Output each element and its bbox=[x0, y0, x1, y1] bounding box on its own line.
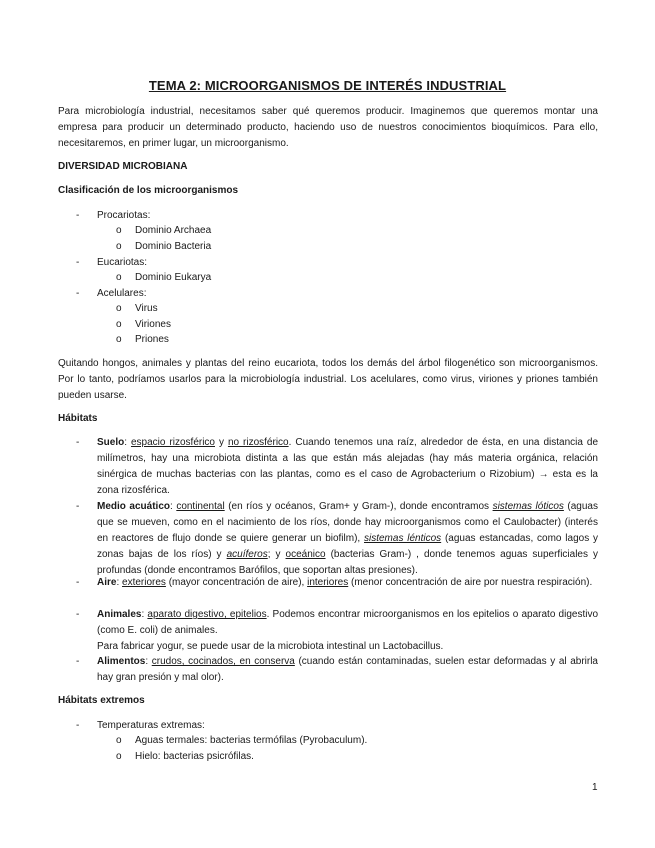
dash-bullet: - bbox=[76, 577, 80, 588]
underlined-term: continental bbox=[176, 501, 225, 512]
sub-item-text: Dominio Archaea bbox=[135, 225, 212, 236]
text-run: (mayor concentración de aire), bbox=[165, 577, 308, 588]
text-run: (en ríos y océanos, Gram+ y Gram-), donde encontramos bbox=[224, 501, 493, 512]
dash-bullet: - bbox=[76, 288, 80, 299]
item-label: Suelo bbox=[97, 437, 125, 448]
text-run: y bbox=[215, 437, 228, 448]
text-run: (aguas que se mueven, como en el nacimiento de los ríos, donde hay microorganismos como el Caulobacter) (interés en reactores de flujo donde se quiere generar un biofilm), bbox=[97, 501, 598, 544]
circle-bullet: o bbox=[116, 751, 122, 762]
circle-bullet: o bbox=[116, 334, 122, 345]
sub-item-text: Priones bbox=[135, 334, 169, 345]
list-item-text bbox=[97, 607, 598, 655]
list-item-label: Procariotas: bbox=[97, 210, 151, 221]
underlined-term: no rizosférico bbox=[227, 437, 289, 448]
text-run: . Podemos encontrar microorganismos en los epitelios o aparato digestivo (como E. coli) de animales. bbox=[97, 609, 599, 636]
dash-bullet: - bbox=[76, 720, 80, 731]
intro-paragraph: Para microbiología industrial, necesitamos saber qué queremos producir. Imaginemos que queremos montar una empresa para producir un determinado producto, haciendo uso de nuestros conocimientos bioquímicos. Para ello, necesitaremos, en primer lugar, un microorganismo. bbox=[58, 106, 598, 149]
text-run: . Cuando tenemos una raíz, alrededor de ésta, en una distancia de milímetros, hay una microbiota distinta a las que están más alejadas (hay más materia orgánica, relación sinérgica de muchas bacterias con las plantas, como es el caso de Agrobacterium o Rizobium) → esta es la zona rizosférica. bbox=[97, 437, 599, 496]
text-run: : bbox=[141, 609, 148, 620]
underlined-term: interiores bbox=[307, 577, 349, 588]
sub-item-text: Hielo: bacterias psicrófilas. bbox=[135, 751, 254, 762]
item-label: Animales bbox=[97, 609, 142, 620]
underlined-term: sistemas lóticos bbox=[492, 501, 564, 512]
underlined-term: espacio rizosférico bbox=[130, 437, 215, 448]
list-item-text bbox=[97, 435, 598, 499]
heading-habitats: Hábitats bbox=[58, 413, 98, 424]
page-title: TEMA 2: MICROORGANISMOS DE INTERÉS INDUSTRIAL bbox=[148, 78, 507, 93]
circle-bullet: o bbox=[116, 735, 122, 746]
dash-bullet: - bbox=[76, 210, 80, 221]
sub-item-text: Aguas termales: bacterias termófilas (Pyrobaculum). bbox=[135, 735, 368, 746]
circle-bullet: o bbox=[116, 272, 122, 283]
text-run: (menor concentración de aire por nuestra respiración). bbox=[348, 577, 593, 588]
text-run: (aguas estancadas, como lagos y zonas bajas de los ríos) y bbox=[97, 533, 598, 560]
dash-bullet: - bbox=[76, 656, 80, 667]
sub-item-text: Dominio Bacteria bbox=[135, 241, 212, 252]
dash-bullet: - bbox=[76, 257, 80, 268]
list-item-text bbox=[97, 654, 598, 686]
list-item-text bbox=[97, 499, 598, 579]
text-run: ; y bbox=[267, 549, 286, 560]
underlined-term: exteriores bbox=[122, 577, 166, 588]
text-run: : bbox=[124, 437, 131, 448]
text-run: : bbox=[145, 656, 152, 667]
dash-bullet: - bbox=[76, 501, 80, 512]
heading-clasificacion: Clasificación de los microorganismos bbox=[58, 185, 239, 196]
item-label: Medio acuático bbox=[97, 501, 170, 512]
heading-diversidad: DIVERSIDAD MICROBIANA bbox=[58, 161, 188, 172]
item-label: Aire bbox=[97, 577, 117, 588]
page-number: 1 bbox=[592, 782, 598, 793]
underlined-term: sistemas lénticos bbox=[364, 533, 442, 544]
circle-bullet: o bbox=[116, 225, 122, 236]
list-item-label: Acelulares: bbox=[97, 288, 147, 299]
sub-item-text: Dominio Eukarya bbox=[135, 272, 212, 283]
text-run: (bacterias Gram-) , donde tenemos aguas superficiales y profundas (donde encontramos Barófilos, que soportan altas presiones). bbox=[97, 549, 598, 576]
text-run: (cuando están contaminadas, suelen estar deformadas y al abrirla hay gran presión y mal olor). bbox=[97, 656, 598, 683]
list-item-label: Eucariotas: bbox=[97, 257, 148, 268]
circle-bullet: o bbox=[116, 303, 122, 314]
dash-bullet: - bbox=[76, 609, 80, 620]
underlined-term: acuíferos bbox=[226, 549, 268, 560]
dash-bullet: - bbox=[76, 437, 80, 448]
sub-item-text: Viriones bbox=[135, 319, 171, 330]
quitando-paragraph: Quitando hongos, animales y plantas del reino eucariota, todos los demás del árbol filogenético son microorganismos. Por lo tanto, podríamos usarlos para la microbiología industrial. Los acelulares, como virus, viriones y priones también pueden usarse. bbox=[58, 358, 598, 401]
circle-bullet: o bbox=[116, 319, 122, 330]
text-run: Para fabricar yogur, se puede usar de la microbiota intestinal un Lactobacillus. bbox=[97, 641, 444, 652]
list-item-text bbox=[97, 575, 598, 591]
text-run: : bbox=[170, 501, 177, 512]
sub-item-text: Virus bbox=[135, 303, 158, 314]
underlined-term: crudos, cocinados, en conserva bbox=[151, 656, 295, 667]
list-item-label: Temperaturas extremas: bbox=[97, 720, 205, 731]
circle-bullet: o bbox=[116, 241, 122, 252]
text-run: : bbox=[116, 577, 123, 588]
heading-habitats-extremos: Hábitats extremos bbox=[58, 695, 145, 706]
item-label: Alimentos bbox=[97, 656, 146, 667]
underlined-term: aparato digestivo, epitelios bbox=[147, 609, 267, 620]
underlined-term: oceánico bbox=[285, 549, 326, 560]
